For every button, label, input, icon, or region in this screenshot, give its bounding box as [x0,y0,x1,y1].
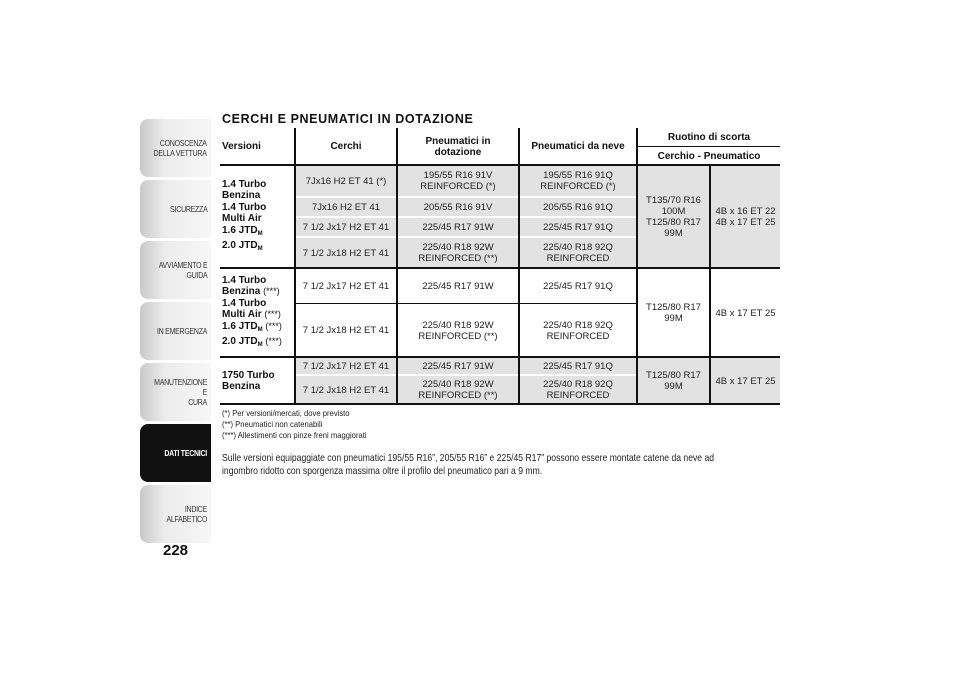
cell-neve: 225/40 R18 92Q REINFORCED [520,238,636,268]
tab-label: DATI TECNICI [164,448,207,458]
version-name: 1750 Turbo [222,369,275,381]
cell-pneumatici: 225/45 R17 91W [398,358,518,374]
rule [220,403,780,405]
header-ruotino-sub: Cerchio - Pneumatico [657,150,761,162]
section-title: CERCHI E PNEUMATICI IN DOTAZIONE [222,112,474,126]
cell-cerchi: 7 1/2 Jx17 H2 ET 41 [302,280,390,292]
header-versioni: Versioni [222,141,261,152]
tab-indice[interactable] [140,485,211,543]
version-name: Multi Air [222,213,262,224]
version-name: Benzina [222,381,261,392]
cell-cerchi: 7 1/2 Jx18 H2 ET 41 [296,376,396,404]
header-pneumatici: Pneumatici in dotazione [425,135,491,158]
cell-pneumatici: 225/45 R17 91W [422,280,494,292]
cell-pneumatici: 225/40 R18 92W REINFORCED (**) [398,238,518,268]
version-note: (***) [264,309,281,319]
tab-label: CONOSCENZA DELLA VETTURA [154,138,207,158]
header-cerchi: Cerchi [330,141,362,152]
tab-sicurezza[interactable] [140,180,211,238]
rule [220,356,780,358]
cell-cerchi: 7 1/2 Jx17 H2 ET 41 [296,218,396,236]
cell-cerchi: 7Jx16 H2 ET 41 [296,198,396,216]
cell-pneumatici: 225/40 R18 92W REINFORCED (**) [418,319,498,342]
chains-paragraph: Sulle versioni equipaggiate con pneumatici 195/55 R16”, 205/55 R16” e 225/45 R17” possono essere montate catene da neve ad ingombro ridotto con sporgenza massima oltre il profilo del pneumatico pari a 9 mm. [222,452,715,477]
version-name: 1.4 Turbo [222,201,267,213]
version-name: 1.6 JTD [222,320,258,332]
cell-spare-tyre: T135/70 R16 100M T125/80 R17 99M [638,166,709,268]
versions-group-3 [220,358,294,404]
tab-emergenza[interactable] [140,302,211,360]
cell-pneumatici: 195/55 R16 91V REINFORCED (*) [398,166,518,196]
cell-neve: 225/45 R17 91Q [520,358,636,374]
subscript-m: M [257,230,263,237]
cell-spare-rim: 4B x 16 ET 22 4B x 17 ET 25 [711,166,780,268]
version-name: 2.0 JTD [222,240,258,251]
version-note: (***) [265,320,282,331]
cell-pneumatici: 225/40 R18 92W REINFORCED (**) [398,376,518,404]
version-name: 1.4 Turbo [222,297,267,309]
rule [296,303,636,304]
tab-label: MANUTENZIONE E CURA [154,377,207,407]
version-name: 1.4 Turbo [222,178,267,190]
cell-cerchi: 7Jx16 H2 ET 41 (*) [296,166,396,196]
subscript-m: M [257,326,263,333]
footnote: (***) Allestimenti con pinze freni maggiorati [222,430,367,440]
cell-pneumatici: 225/45 R17 91W [398,218,518,236]
tab-dati-tecnici[interactable] [140,424,211,482]
version-note: (***) [263,286,280,296]
cell-cerchi: 7 1/2 Jx18 H2 ET 41 [296,238,396,268]
cell-spare-rim: 4B x 17 ET 25 [715,307,776,319]
cell-spare-rim: 4B x 17 ET 25 [711,358,780,404]
tab-avviamento[interactable] [140,241,211,299]
rule [709,166,711,404]
cell-spare-tyre: T125/80 R17 99M [646,302,701,324]
version-name: 2.0 JTD [222,336,258,347]
version-name: Benzina [222,286,261,297]
tyre-table [220,128,780,404]
footnote: (*) Per versioni/mercati, dove previsto [222,408,350,418]
version-name: 1.6 JTD [222,224,258,236]
tab-manutenzione[interactable] [140,363,211,421]
rule [518,128,520,404]
cell-neve: 225/45 R17 91Q [520,218,636,236]
version-name: Benzina [222,190,261,201]
versions-group-1 [220,166,294,268]
page-number: 228 [162,542,189,559]
footnote: (**) Pneumatici non catenabili [222,419,323,429]
cell-neve: 225/40 R18 92Q REINFORCED [543,319,613,342]
rule [636,128,638,404]
cell-pneumatici: 205/55 R16 91V [398,198,518,216]
tab-label: AVVIAMENTO E GUIDA [158,260,207,280]
rule [220,267,780,269]
rule [638,146,780,147]
versions-group-2 [220,269,294,357]
version-name: 1.4 Turbo [222,274,267,286]
rule [294,128,296,404]
header-neve: Pneumatici da neve [531,141,625,152]
subscript-m: M [257,342,263,348]
rule [220,164,780,166]
cell-neve: 225/40 R18 92Q REINFORCED [520,376,636,404]
tab-conoscenza[interactable] [140,119,211,177]
cell-neve: 195/55 R16 91Q REINFORCED (*) [520,166,636,196]
tab-label: INDICE ALFABETICO [166,504,207,524]
rule [396,128,398,404]
cell-cerchi: 7 1/2 Jx18 H2 ET 41 [302,325,390,336]
tab-label: SICUREZZA [169,204,207,214]
cell-neve: 225/45 R17 91Q [543,280,613,292]
subscript-m: M [257,246,263,252]
version-note: (***) [265,336,282,346]
header-ruotino: Ruotino di scorta [667,131,751,143]
side-tab-nav [140,119,211,546]
cell-cerchi: 7 1/2 Jx17 H2 ET 41 [296,358,396,374]
cell-spare-tyre: T125/80 R17 99M [638,358,709,404]
version-name: Multi Air [222,309,262,320]
tab-label: IN EMERGENZA [156,326,207,336]
footnotes [222,408,782,441]
cell-neve: 205/55 R16 91Q [520,198,636,216]
